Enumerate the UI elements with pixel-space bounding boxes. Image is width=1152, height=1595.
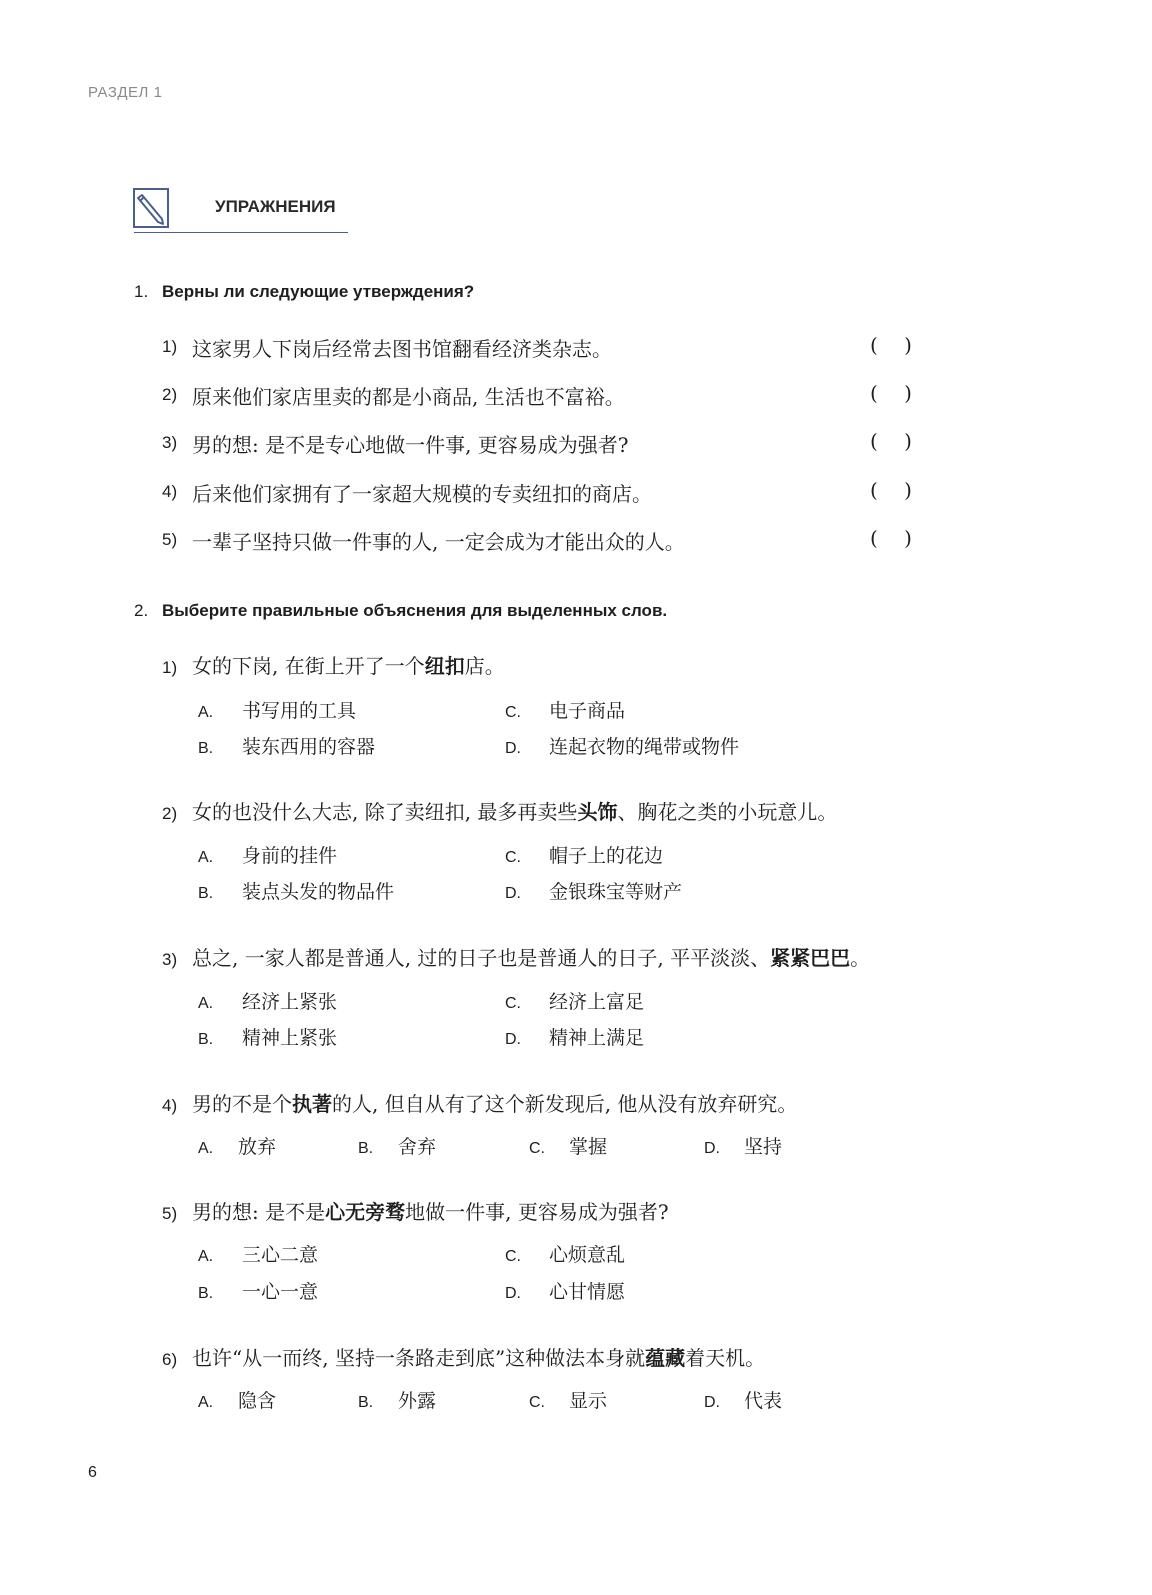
- option-text: 精神上满足: [549, 1027, 645, 1049]
- option-text: 外露: [398, 1390, 437, 1412]
- question: [162, 1342, 765, 1371]
- title-underline: [134, 232, 348, 233]
- option-letter: D.: [505, 1285, 521, 1302]
- task2-number: 2.: [134, 601, 149, 620]
- option-a[interactable]: [198, 1132, 276, 1159]
- question: [162, 796, 837, 825]
- option-text: 三心二意: [242, 1244, 319, 1266]
- option-letter: D.: [704, 1140, 720, 1157]
- question-text: 的人, 但自从有了这个新发现后, 他从没有放弃研究。: [332, 1092, 798, 1116]
- question-text: 女的也没什么大志, 除了卖纽扣, 最多再卖些: [192, 800, 578, 824]
- option-letter: D.: [505, 885, 521, 902]
- question-text: 、胸花之类的小玩意儿。: [617, 800, 838, 824]
- option-letter: B.: [198, 740, 214, 757]
- option-c[interactable]: [505, 841, 663, 868]
- answer-blank[interactable]: ( ): [870, 478, 922, 502]
- statement-number: 4): [162, 482, 178, 501]
- question: [162, 650, 505, 679]
- option-text: 经济上富足: [549, 991, 645, 1013]
- option-text: 金银珠宝等财产: [549, 881, 683, 903]
- option-text: 电子商品: [549, 700, 626, 722]
- option-c[interactable]: [529, 1386, 607, 1413]
- statement-text: 这家男人下岗后经常去图书馆翻看经济类杂志。: [192, 337, 612, 361]
- option-letter: C.: [505, 704, 521, 721]
- option-text: 连起衣物的绳带或物件: [549, 736, 740, 758]
- option-c[interactable]: [505, 1240, 625, 1267]
- statement-text: 一辈子坚持只做一件事的人, 一定会成为才能出众的人。: [192, 530, 685, 554]
- option-letter: C.: [529, 1394, 545, 1411]
- question-text: 男的想: 是不是: [192, 1200, 326, 1224]
- task1-number: 1.: [134, 282, 149, 301]
- option-letter: C.: [505, 995, 521, 1012]
- statement-number: 1): [162, 337, 178, 356]
- highlighted-word: 心无旁骛: [325, 1200, 406, 1224]
- option-letter: B.: [358, 1394, 374, 1411]
- statement-text: 后来他们家拥有了一家超大规模的专卖纽扣的商店。: [192, 482, 652, 506]
- question-text: 也许“从一而终, 坚持一条路走到底”这种做法本身就: [192, 1346, 646, 1370]
- question-number: 5): [162, 1204, 178, 1223]
- option-letter: A.: [198, 1394, 214, 1411]
- option-b[interactable]: [198, 1023, 337, 1050]
- highlighted-word: 紧紧巴巴: [770, 946, 851, 970]
- option-letter: C.: [505, 1248, 521, 1265]
- option-d[interactable]: [505, 1023, 644, 1050]
- option-b[interactable]: [198, 877, 394, 904]
- option-text: 一心一意: [242, 1281, 319, 1303]
- option-text: 代表: [744, 1390, 783, 1412]
- task1-title: Верны ли следующие утверждения?: [162, 282, 475, 301]
- option-text: 装点头发的物品件: [242, 881, 395, 903]
- option-text: 精神上紧张: [242, 1027, 338, 1049]
- question-text: 地做一件事, 更容易成为强者?: [405, 1200, 669, 1224]
- statement: [162, 429, 922, 459]
- option-d[interactable]: [505, 1277, 625, 1304]
- option-c[interactable]: [529, 1132, 607, 1159]
- option-a[interactable]: [198, 987, 337, 1014]
- question-number: 4): [162, 1096, 178, 1115]
- question: [162, 1196, 669, 1225]
- option-b[interactable]: [358, 1386, 436, 1413]
- question: [162, 1088, 797, 1117]
- option-text: 掌握: [569, 1136, 608, 1158]
- option-letter: C.: [505, 849, 521, 866]
- option-d[interactable]: [505, 732, 739, 759]
- question-text: 总之, 一家人都是普通人, 过的日子也是普通人的日子, 平平淡淡、: [192, 946, 771, 970]
- option-text: 装东西用的容器: [242, 736, 376, 758]
- statement: [162, 333, 922, 363]
- option-text: 放弃: [238, 1136, 277, 1158]
- statement-number: 2): [162, 385, 178, 404]
- option-d[interactable]: [505, 877, 682, 904]
- question-text: 。: [850, 946, 871, 970]
- statement-number: 5): [162, 530, 178, 549]
- option-letter: A.: [198, 1248, 214, 1265]
- exercises-title: УПРАЖНЕНИЯ: [215, 197, 336, 216]
- option-text: 帽子上的花边: [549, 845, 664, 867]
- highlighted-word: 头饰: [577, 800, 618, 824]
- option-text: 显示: [569, 1390, 608, 1412]
- option-text: 心甘情愿: [549, 1281, 626, 1303]
- option-text: 心烦意乱: [549, 1244, 626, 1266]
- option-a[interactable]: [198, 696, 356, 723]
- section-label: РАЗДЕЛ 1: [88, 84, 163, 101]
- answer-blank[interactable]: ( ): [870, 429, 922, 453]
- question-number: 1): [162, 658, 178, 677]
- option-c[interactable]: [505, 987, 644, 1014]
- option-b[interactable]: [198, 1277, 318, 1304]
- statement: [162, 478, 922, 508]
- option-b[interactable]: [358, 1132, 436, 1159]
- option-a[interactable]: [198, 841, 337, 868]
- option-text: 隐含: [238, 1390, 277, 1412]
- statement-number: 3): [162, 433, 178, 452]
- highlighted-word: 纽扣: [424, 654, 465, 678]
- option-letter: A.: [198, 1140, 214, 1157]
- task2-title: Выберите правильные объяснения для выделенных слов.: [162, 601, 668, 620]
- option-text: 坚持: [744, 1136, 783, 1158]
- question-number: 3): [162, 950, 178, 969]
- question-number: 2): [162, 804, 178, 823]
- option-text: 身前的挂件: [242, 845, 338, 867]
- option-letter: D.: [505, 1031, 521, 1048]
- page-number: 6: [88, 1464, 97, 1481]
- option-a[interactable]: [198, 1240, 318, 1267]
- option-letter: B.: [198, 1285, 214, 1302]
- question-text: 着天机。: [685, 1346, 766, 1370]
- option-b[interactable]: [198, 732, 375, 759]
- statement: [162, 526, 922, 556]
- option-letter: A.: [198, 995, 214, 1012]
- option-letter: D.: [704, 1394, 720, 1411]
- pencil-paper-icon: [132, 187, 172, 229]
- question: [162, 942, 870, 971]
- answer-blank[interactable]: ( ): [870, 381, 922, 405]
- statement-text: 原来他们家店里卖的都是小商品, 生活也不富裕。: [192, 385, 625, 409]
- highlighted-word: 蕴藏: [645, 1346, 686, 1370]
- option-letter: B.: [198, 1031, 214, 1048]
- option-letter: B.: [198, 885, 214, 902]
- option-letter: D.: [505, 740, 521, 757]
- option-letter: C.: [529, 1140, 545, 1157]
- option-text: 经济上紧张: [242, 991, 338, 1013]
- option-a[interactable]: [198, 1386, 276, 1413]
- answer-blank[interactable]: ( ): [870, 333, 922, 357]
- highlighted-word: 执著: [292, 1092, 332, 1116]
- option-text: 舍弃: [398, 1136, 437, 1158]
- option-c[interactable]: [505, 696, 625, 723]
- question-text: 女的下岗, 在街上开了一个: [192, 654, 425, 678]
- statement-text: 男的想: 是不是专心地做一件事, 更容易成为强者?: [192, 433, 629, 457]
- option-letter: A.: [198, 849, 214, 866]
- statement: [162, 381, 922, 411]
- question-number: 6): [162, 1350, 178, 1369]
- question-text: 男的不是个: [192, 1092, 292, 1116]
- option-letter: B.: [358, 1140, 374, 1157]
- option-d[interactable]: [704, 1386, 782, 1413]
- option-letter: A.: [198, 704, 214, 721]
- option-d[interactable]: [704, 1132, 782, 1159]
- question-text: 店。: [464, 654, 505, 678]
- answer-blank[interactable]: ( ): [870, 526, 922, 550]
- option-text: 书写用的工具: [242, 700, 357, 722]
